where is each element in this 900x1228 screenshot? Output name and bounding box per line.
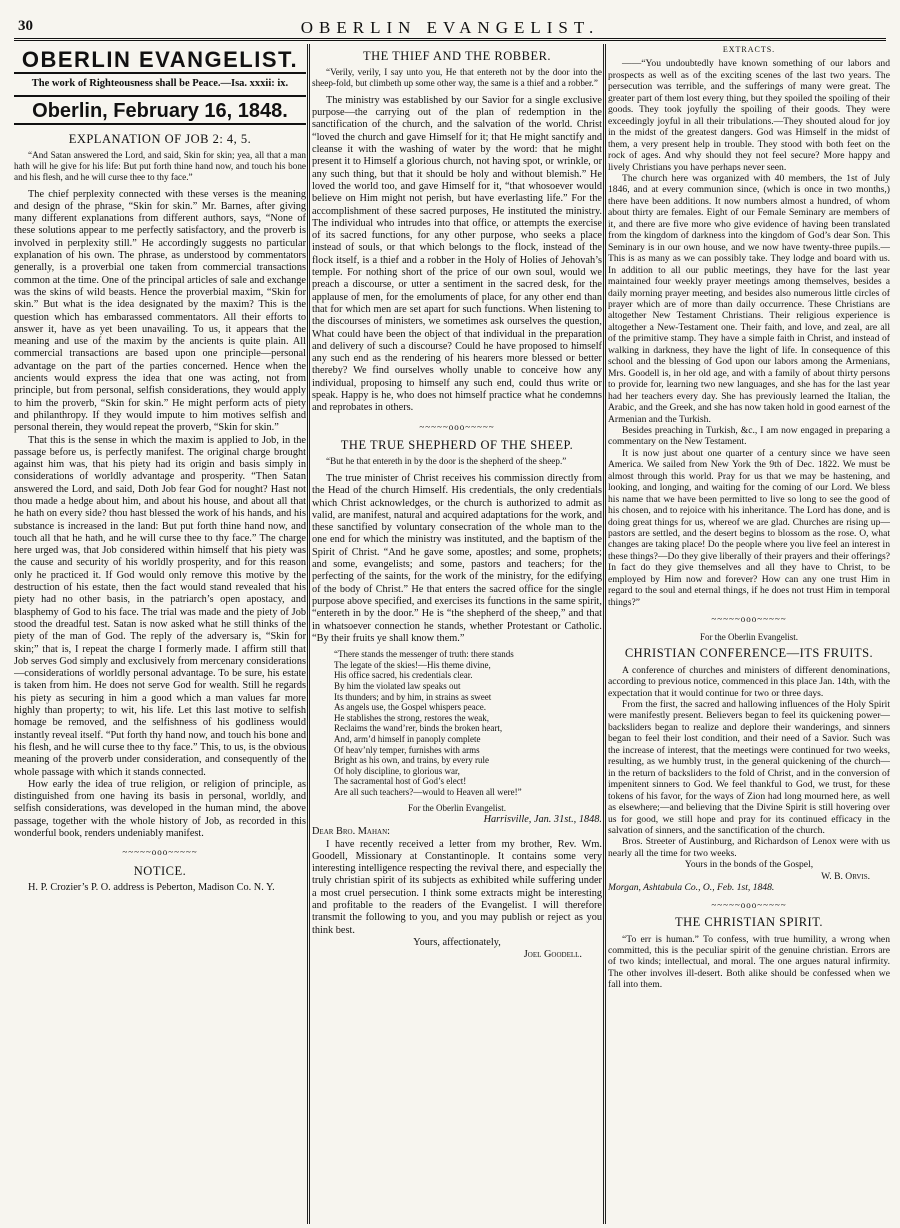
paragraph: That this is the sense in which the maxim is applied to Job, in the passage before us, is perfectly manifest. The original charge brought against him was, that his piety had its origin and basis simply in considerations of worldly advantage and prosperity. “Then Satan answered the Lord, and said, Doth Job fear God for nought? Hast not thou made a hedge about him, and about his house, and about all that he hath on every side? thou hast blessed the work of his hands, and his substance is increased in the land: But put forth thine hand now, and touch all that he hath, and he will curse thee to thy face.” The charge here urged was, that Job considered within himself that his piety was the cause and security of his worldly prosperity, and for this reason only he practiced it. If God would only remove this motive by the destruction of his estate, then the fact would stand revealed that his piety had no other basis, in the patriarch’s open apostacy, and blasphemy of God to his face. The trial was made and the piety of Job stood the dreadful test. Satan is now asked what he still thinks of the piety of the man of God. The reply of the adversary is, “Skin for skin;” that is, I repeat the charge I formerly made. I affirm still that Job serves God simply and exclusively from mercenary considerations—considerations of worldly personal advantage. To be sure, his estate is taken from him. He does not serve God for wealth. Still he regards his piety as securing in him a good which a man values far more highly than property; to wit, his life. Let this last motive to selfish homage be removed, and the selfishness of his godliness would instantly reveal itself. “Put forth thy hand now, and touch his bone and his flesh, and he will curse thee to thy face.” This, to us, is the obvious meaning of the proverb under consideration, and consequently of the whole passage with which it stands connected. [14,434,306,778]
poem-line: He stablishes the strong, restores the weak, [334,712,489,723]
column-divider [307,44,310,1224]
closing: Yours in the bonds of the Gospel, [684,859,814,871]
article-title: EXPLANATION OF JOB 2: 4, 5. [68,131,252,146]
page-number: 30 [18,18,33,34]
column-2 [312,44,602,1224]
byline-source: For the Oberlin Evangelist. [408,803,506,814]
dateline: Morgan, Ashtabula Co., O., Feb. 1st, 1848. [608,882,775,894]
ornament: ~~~~~ooo~~~~~ [122,847,198,858]
notice-text: H. P. Crozier’s P. O. address is Peberton, Madison Co. N. Y. [28,881,275,893]
poem-line: His office sacred, his credentials clear. [334,670,473,681]
poem-line: By him the violated law speaks out [334,680,461,691]
byline-source: For the Oberlin Evangelist. [700,631,798,642]
signature: Joel Goodell. [523,949,582,961]
paragraph: From the first, the sacred and hallowing influences of the Holy Spirit were manifestly present. Believers began to feel its quickening power—backsliders began to realize and deplore their wanderings, and sinners began to feel their lost condition, and their need of a Savior. Such was the increase of interest, that the meetings were continued for two weeks, resulting, as we humbly trust, in the general quickening of the church—in the return of backsliders to the fold of Christ, and in the conversion of impenitent sinners to God. We feel thankful to God, we trust, for these tokens of his favor, for the ways of Zion had long mourned here, as well as elsewhere;—and believing that the Divine Spirit is still hovering over us for good, we still hope and pray for its continued efficacy in the salvation of sinners, and the sanctification of the church. [608,698,890,836]
poem-line: Of heav’nly temper, furnishes with arms [334,744,480,755]
poem-line: Its thunders; and by him, in strains as sweet [334,691,492,702]
ornament: ~~~~~ooo~~~~~ [711,899,787,910]
paragraph: It is now just about one quarter of a century since we have seen America. We sailed from New York the 9th of Dec. 1822. We must be almost through this world. Pray for us that we may be hastening, and looking, and longing, and waiting for the coming of our Lord. We bless his name that we have been permitted to live so long to see the good of his chosen, and to rejoice with his inheritance. The Lord has done, and is doing great things for us, whereof we are glad. Churches are rising up—pastors are settled, and the desert begins to blossom as the rose. O, what changes are taking place! Do the people where you live feel an interest in these things?—Do they give liberally of their prayers and their offerings? In fact do they give themselves and all they have to Christ, to be employed by Him now and forever? How can any one trust Him in regard to the soul and eternal things, if he does not trust Him in temporal things?” [608,447,890,608]
salutation: Dear Bro. Mahan: [312,826,390,838]
poem-line: Of holy discipline, to glorious war, [334,765,460,776]
article-title: CHRISTIAN CONFERENCE—ITS FRUITS. [624,646,874,661]
paragraph: Bros. Streeter of Austinburg, and Richardson of Lenox were with us nearly all the time for two weeks. [608,836,890,859]
poem-line: Bright as his own, and trains, by every rule [334,755,489,766]
poem-line: Reclaims the wand’rer, binds the broken heart, [334,723,503,734]
poem-line: As angels use, the Gospel whispers peace. [334,702,486,713]
dateline: Harrisville, Jan. 31st., 1848. [483,813,602,825]
paragraph: How early the idea of true religion, or religion of principle, as distinguished from one having its basis in personal, worldly, and selfish considerations, was developed in the human mind, the above passage, together with the whole history of Job, as recorded in this wonderful book, renders undeniably manifest. [14,778,306,840]
poem [334,649,602,797]
epigraph: “But he that entereth in by the door is the shepherd of the sheep.” [326,456,567,467]
masthead [14,4,886,41]
nameplate: OBERLIN EVANGELIST. [21,47,299,72]
ornament: ~~~~~ooo~~~~~ [711,614,787,625]
poem-line: The sacramental host of God’s elect! [334,776,467,787]
running-title: OBERLIN EVANGELIST. [300,18,600,37]
issue-date: Oberlin, February 16, 1848. [14,105,306,125]
section-header: EXTRACTS. [722,45,776,54]
poem-line: Are all such teachers?—would to Heaven all were!” [334,786,522,797]
paragraph: ——“You undoubtedly have known something of our labors and prospects as well as of the exciting scenes of the last two years. The persecution was terrible, and the sufferings of many were great. The greater part of them lost every thing, but they spoiled the spoiling of their goods. They took joyfully the spoiling of their goods. They were exceedingly joyful in all their tribulations.—They shouted aloud for joy in the midst of the greatest dangers. God was Himself in the midst of them, a very present help in trouble. They stood with both feet on the rock of ages. And why should they not feel secure? More happy and lively Christians you have perhaps never seen. [608,58,890,173]
poem-line: And, arm’d himself in panoply complete [334,733,481,744]
paragraph: I have recently received a letter from my brother, Rev. Wm. Goodell, Missionary at Constantinople. It contains some very interesting intelligence respecting the revival there, and especially the truly christian spirit of its subjects as exhibited while suffering under a most cruel persecution. I think some extracts might be interesting and profitable to the readers of the Evangelist. I will therefore transmit the following to you, and you may publish or reject as you think best. [312,838,602,936]
motto: The work of Righteousness shall be Peace.—Isa. xxxii: ix. [14,72,306,96]
paragraph: The chief perplexity connected with these verses is the meaning and design of the phrase, “Skin for skin.” Mr. Barnes, after giving many different explanations from different authors, says, “None of these solutions appear to me perfectly satisfactory, and the proverb is involved in perplexity still.” He accordingly suggests no particular explanation of his own. The phrase, as understood by commentators generally, is a proverbial one taken from commercial transactions common at the time. One of the principal articles of sale and exchange was the skins of wild beasts. Hence the proverbial maxim, “Skin for skin.” But what is the idea designated by the maxim? This is the question which has embarassed commentators. All their efforts to answer it, have as yet been unavailing. To us, it appears that the meaning and use of the maxim by the ancients is quite plain. All commercial transactions are based upon one principle—personal advantage on the part of the parties concerned. Hence when the ancients would express the idea that one was acting, not from principle, but from personal, selfish considerations, they would apply to him the proverb, “Skin for skin.” He might perform acts of piety and philanthropy. If they would impute to him motives selfish and personal therein, they would repeat the proverb, “Skin for skin.” [14,188,306,434]
column-1 [14,44,306,1224]
article-title: THE CHRISTIAN SPIRIT. [674,915,824,930]
closing: Yours, affectionately, [413,936,501,948]
epigraph: “And Satan answered the Lord, and said, Skin for skin; yea, all that a man hath will he give for his life: But put forth thine hand now, and touch his bone and his flesh, and he will curse thee to thy face.” [14,150,306,182]
column-divider [603,44,606,1224]
signature: W. B. Orvis. [821,870,870,882]
poem-line: The legate of the skies!—His theme divine, [334,659,491,670]
paragraph: A conference of churches and ministers of different denominations, according to previous notice, commenced in this place Jan. 14th, with the expectation that it would continue for two or three days. [608,664,890,699]
ornament: ~~~~~ooo~~~~~ [419,421,495,432]
column-3 [608,44,890,1224]
notice-title: NOTICE. [133,863,187,878]
paragraph: Besides preaching in Turkish, &c., I am now engaged in preparing a commentary on the New Testament. [608,424,890,448]
article-title: THE TRUE SHEPHERD OF THE SHEEP. [340,437,574,452]
paragraph: The true minister of Christ receives his commission directly from the Head of the church Himself. His credentials, the only credentials which Christ acknowledges, or the church is authorized to admit as valid, are manifest, natural and acquired adaptations for the work, and these sanctified by voluntary consecration of the whole man to the one end for which the ministry was instituted, and the baptism of the Spirit of Christ. “And he gave some, apostles; and some, prophets; and some, evangelists; and some, pastors and teachers; for the perfecting of the saints, for the work of the ministry, for the edifying of the body of Christ.” He that enters the sacred office for the single purpose above specified, and exercises its functions in the same spirit, “entereth in by the door.” He is “the shepherd of the sheep,” and that in whatsoever connection he stands, whether Protestant or Catholic. “By their fruits ye shall know them.” [312,473,602,644]
poem-line: “There stands the messenger of truth: there stands [334,649,514,660]
epigraph: “Verily, verily, I say unto you, He that entereth not by the door into the sheep-fold, but climbeth up some other way, the same is a thief and a robber.” [312,67,602,89]
article-title: THE THIEF AND THE ROBBER. [362,49,552,63]
paragraph: “To err is human.” To confess, with true humility, a wrong when committed, this is the peculiar spirit of the genuine christian. Errors are of two kinds; intellectual, and moral. The one argues natural infirmity. The other involves ill-desert. Both alike should be confessed when we fall into them. [608,933,890,991]
paragraph: The church here was organized with 40 members, the 1st of July 1846, and at every communion since, (which is once in two months,) there have been additions. It now numbers almost a hundred, of whom about thirty are females. Eight of our Female Seminary are members of it, and there are five more who give evidence of having been translated from the kingdom of darkness into the kingdom of God’s dear Son. This Seminary is in our own house, and we now have twenty-three pupils.—This is as many as we can possibly take. They lodge and board with us. In addition to all our public meetings, they have for the last year maintained four weekly prayer meetings among themselves, besides a daily morning prayer meeting, and besides also numerous little circles of prayer which are of more than daily occurrence. These Christians are altogether New Testament Christians. Their religious experience is altogether a New-Testament one. Their faith, and love, and zeal, are all of the primitive stamp. They have a simple faith in Christ, and instead of walking in darkness, they have the light of life. In consequence of this school and the blessing of God upon our labors among the Armenians, Mrs. Goodell is, in her old age, and with a family of about thirty persons to provide for, learning two new languages, and she has for the last year had her teachers every day. She has previously learned the Italian, the Arabic, and the Greek, and she has now taken hold in good earnest of the Armenian and the Turkish. [608,172,890,425]
paragraph: The ministry was established by our Savior for a single exclusive purpose—the carrying out of the plan of redemption in the sanctification of the church, and the salvation of the world. Christ “loved the church and gave Himself for it; that He might sanctify and cleanse it with the washing of water by the word: that he might present it to Himself a glorious church, not having spot, or wrinkle, or any such thing, but that it should be holy and without blemish.” He loved the world too, and gave Himself for it, “that whosoever would believe on Him might not perish, but have everlasting life.” For the accomplishment of these sacred purposes, He instituted the ministry. The individual who intrudes into that office, or attempts the exercise of its sacred functions, for any other purpose, who seeks a place instead of souls, or that which belongs to the flock, instead of the flock itself, is a thief and a robber in the Holy of Holies of Jehovah’s temple. For nothing short of the price of our own soul, would we preach a discourse, or utter a sentiment in the sacred desk, for the applause of men, for the emoluments of place, for any other end than that for which men are set apart for such functions. When listening to the discourses of ministers, we sometimes ask ourselves the question, What could have been the object of that individual in the preparation and delivery of such a discourse? Could he have proposed to himself any such end as the rendering of his hearers more blessed or better thereby? We find ourselves wholly unable to conceive how any individual, proposing to himself any such end, could thus write or speak. Happy is he, who does not himself practice what he condemns and reprobates in others. [312,94,602,414]
